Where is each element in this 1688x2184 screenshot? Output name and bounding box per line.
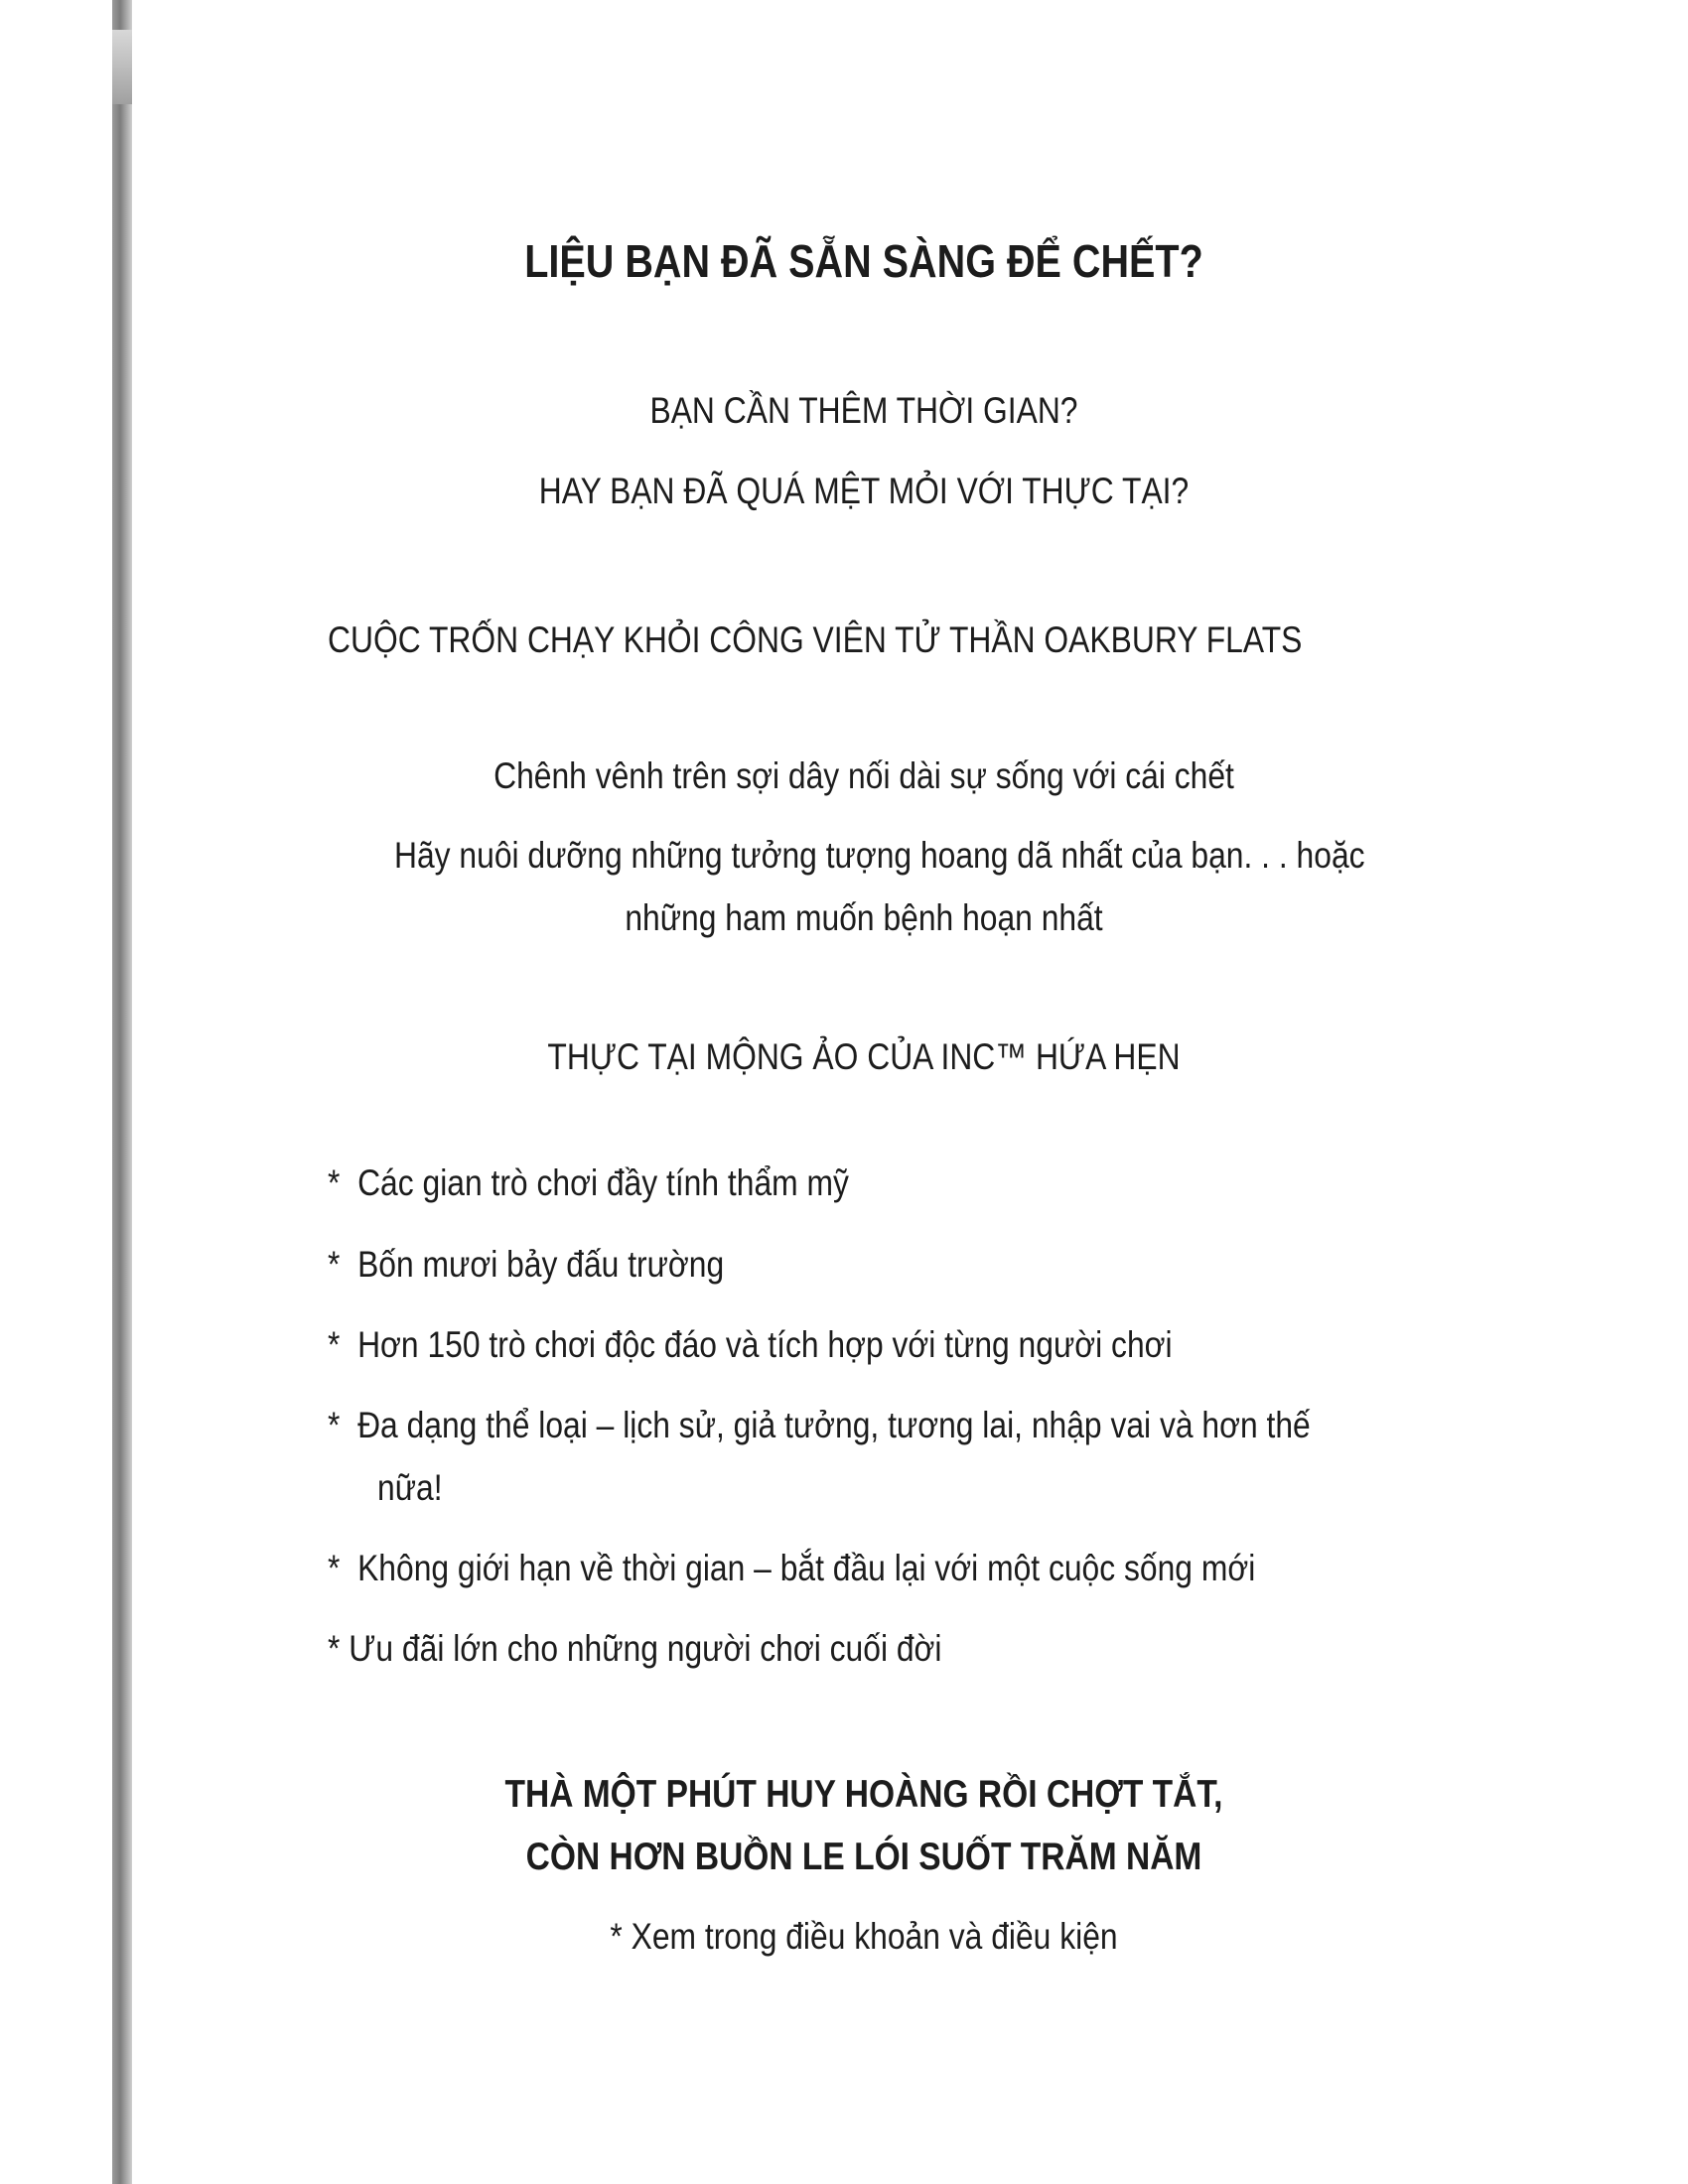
slogan-line-1: THÀ MỘT PHÚT HUY HOÀNG RỒI CHỢT TẮT, <box>504 1773 1223 1816</box>
bullet-asterisk: * <box>328 1548 341 1588</box>
list-item <box>328 1547 1255 1590</box>
bullet-asterisk: * <box>328 1244 341 1285</box>
bullet-asterisk: * <box>328 1162 341 1203</box>
list-item <box>328 1404 1311 1447</box>
invitation-line-1: Hãy nuôi dưỡng những tưởng tượng hoang dã nhất của bạn. . . hoặc <box>394 835 1365 876</box>
question-1: BẠN CẦN THÊM THỜI GIAN? <box>649 390 1078 431</box>
bullet-asterisk: * <box>328 1324 341 1365</box>
list-item: * Ưu đãi lớn cho những người chơi cuối đời <box>328 1628 942 1669</box>
footnote: * Xem trong điều khoản và điều kiện <box>610 1916 1118 1957</box>
list-item-text: Hơn 150 trò chơi độc đáo và tích hợp với từng người chơi <box>357 1324 1173 1365</box>
list-item <box>328 1161 849 1205</box>
promise-heading: THỰC TẠI MỘNG ẢO CỦA INC™ HỨA HẸN <box>547 1036 1181 1077</box>
slogan-line-2: CÒN HƠN BUỒN LE LÓI SUỐT TRĂM NĂM <box>525 1836 1202 1878</box>
bullet-asterisk: * <box>328 1405 341 1445</box>
tagline: Chênh vênh trên sợi dây nối dài sự sống với cái chết <box>493 755 1234 796</box>
page-heading: LIỆU BẠN ĐÃ SẴN SÀNG ĐỂ CHẾT? <box>524 235 1203 287</box>
list-item-text: Đa dạng thể loại – lịch sử, giả tưởng, tương lai, nhập vai và hơn thế <box>357 1405 1311 1445</box>
park-name: CUỘC TRỐN CHẠY KHỎI CÔNG VIÊN TỬ THẦN OAKBURY FLATS <box>328 619 1303 660</box>
list-item <box>328 1323 1173 1367</box>
question-2: HAY BẠN ĐÃ QUÁ MỆT MỎI VỚI THỰC TẠI? <box>538 471 1190 511</box>
list-item-text: Bốn mươi bảy đấu trường <box>357 1244 725 1285</box>
list-item-continuation: nữa! <box>377 1467 443 1508</box>
list-item-text: Không giới hạn về thời gian – bắt đầu lại với một cuộc sống mới <box>357 1548 1256 1588</box>
list-item <box>328 1243 724 1287</box>
book-spine-edge <box>112 0 132 2184</box>
list-item-text: Các gian trò chơi đầy tính thẩm mỹ <box>357 1162 849 1203</box>
invitation-line-2: những ham muốn bệnh hoạn nhất <box>625 897 1103 938</box>
book-spine-highlight <box>112 30 132 104</box>
